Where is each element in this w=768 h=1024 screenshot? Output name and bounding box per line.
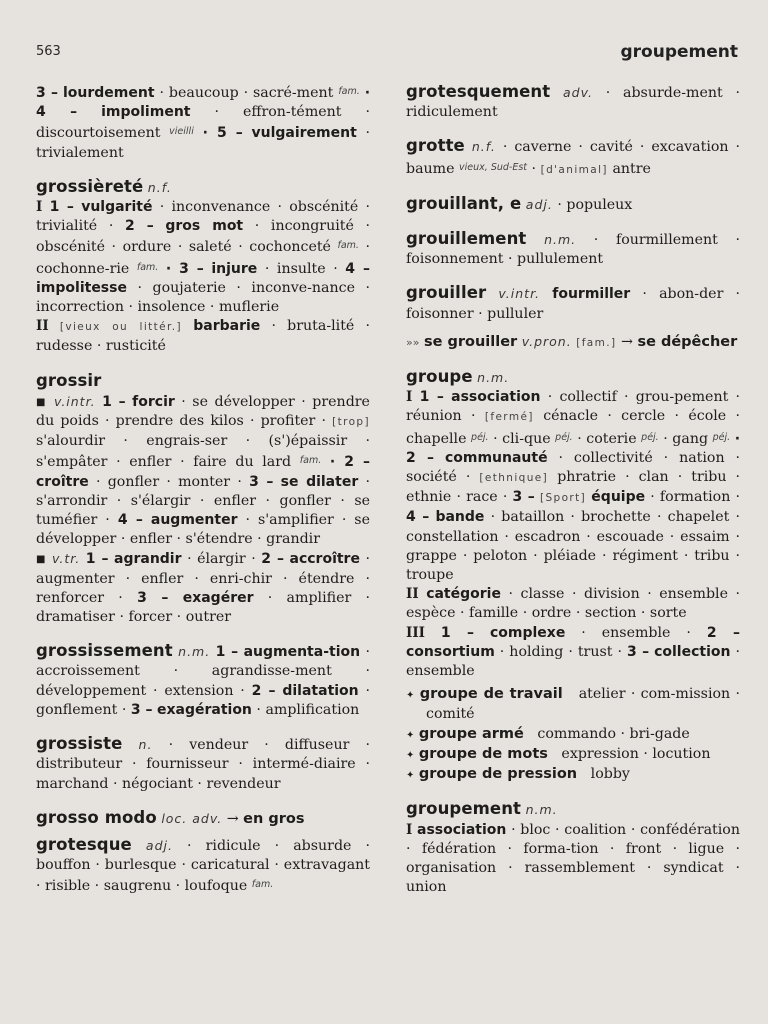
diamond-bullet-icon: ✦ (406, 749, 415, 761)
keyword: croître (36, 473, 89, 490)
locution-term: groupe de travail (419, 686, 563, 703)
keyword: vulgairement (251, 125, 357, 142)
sense-number: 4 – (117, 512, 143, 529)
register-label: [ethnique] (479, 472, 549, 485)
synonyms: · bruta-lité · rudesse · rusticité (36, 318, 371, 355)
sense-number: · 2 – (406, 430, 741, 466)
headword: grouiller (406, 283, 487, 303)
square-bullet-icon: ■ (36, 554, 47, 566)
headword: grouillant, e (406, 193, 522, 213)
locution-term: groupe de mots (418, 745, 548, 762)
sense-number: 2 – (261, 551, 284, 568)
running-head: groupement (620, 42, 738, 62)
headword: grotesquement (406, 82, 551, 101)
entry-grosso-modo (36, 808, 370, 829)
entry-lourdement-continuation (36, 82, 370, 163)
locution-item (406, 745, 740, 765)
sense-number: 1 – (85, 551, 109, 568)
locution-item (406, 685, 740, 724)
sense-number: 2 – (706, 624, 740, 641)
synonyms: · cochonne-rie (36, 239, 371, 277)
headword: grouillement (406, 229, 527, 249)
keyword: association (451, 389, 541, 406)
roman-numeral: I (406, 389, 413, 406)
synonyms: · s'arrondir · s'élargir · enfler · gonfler · se tuméfier · (36, 473, 370, 529)
keyword: forcir (132, 393, 175, 410)
keyword: consortium (406, 643, 495, 660)
entry-grossissement (36, 641, 370, 720)
keyword: vulgarité (81, 199, 153, 216)
page-number: 563 (36, 44, 61, 59)
locution-term: groupe armé (418, 725, 524, 742)
sense-number: 4 – (345, 260, 370, 277)
sense-number: 1 – (419, 389, 444, 406)
keyword: injure (211, 260, 258, 277)
locution-item (406, 725, 740, 745)
synonyms: · bloc · coalition · confédération · fédération · forma-tion · front · ligue · organisation · rassemblement · syndicat · union (406, 821, 740, 896)
headword: grossir (36, 370, 102, 390)
synonyms: · ridicule · absurde · bouffon · burlesque · caricatural · extravagant · risible · saugrenu · loufoque (36, 837, 371, 895)
grammar-label: n.m. (477, 370, 510, 386)
grammar-label: loc. adv. (161, 810, 223, 826)
usage-label: péj. (641, 431, 659, 443)
register-label: [trop] (332, 416, 370, 429)
synonyms: · amplifier · dramatiser · forcer · outrer (36, 589, 371, 626)
sense-number: 3 – (130, 701, 153, 718)
diamond-bullet-icon: ✦ (406, 690, 415, 702)
synonyms: · formation · (650, 489, 740, 506)
square-bullet-icon: ■ (36, 396, 48, 408)
grammar-label: n.m. (525, 802, 558, 818)
locution-item (406, 765, 740, 785)
keyword: augmenta-tion (243, 644, 361, 661)
keyword: communauté (444, 449, 548, 466)
entry-grossiste (36, 734, 370, 794)
entry-grouillement (406, 229, 740, 269)
grammar-label: v.pron. (521, 333, 572, 349)
usage-label: fam. (251, 879, 274, 891)
sense-number: 4 – (406, 509, 430, 526)
synonyms: · gang (663, 430, 709, 447)
keyword: association (417, 821, 507, 838)
keyword: impolitesse (36, 279, 127, 296)
usage-label: fam. (338, 86, 360, 97)
roman-numeral: II (36, 318, 49, 335)
usage-label: péj. (712, 431, 731, 443)
cross-reference: se dépêcher (637, 333, 738, 350)
sense-number: 3 – (137, 589, 169, 606)
keyword: catégorie (426, 586, 501, 603)
keyword: accroître (289, 551, 360, 568)
sense-number: 3 – (36, 85, 59, 101)
left-column (36, 82, 370, 911)
grammar-label: n.m. (178, 644, 211, 660)
headword: groupe (406, 367, 473, 387)
keyword: exagérer (182, 589, 254, 606)
grammar-label: v.tr. (52, 551, 81, 567)
usage-label: péj. (555, 431, 573, 443)
synonyms: · bataillon · brochette · chapelet · constellation · escadron · escouade · essaim · grappe · peloton · pléiade · régiment · tribu · troupe (406, 509, 740, 584)
arrow-icon: → (226, 810, 239, 827)
keyword: lourdement (62, 85, 155, 101)
entry-grotesquement (406, 82, 740, 122)
synonyms: · ensemble · (581, 624, 691, 641)
synonyms: antre (612, 160, 651, 177)
synonyms: · collectif · grou-pement · réunion · (406, 389, 741, 425)
grammar-label: v.intr. (498, 286, 541, 302)
roman-numeral: I (406, 821, 413, 838)
grammar-label: v.intr. (53, 393, 96, 409)
register-label: [fam.] (576, 336, 617, 349)
synonyms: · holding · trust · (499, 643, 622, 660)
sense-number: 1 – (102, 393, 126, 410)
grammar-label: n. (138, 737, 153, 753)
sense-number: 1 – (440, 624, 474, 641)
keyword: complexe (489, 624, 566, 641)
register-label: [fermé] (484, 411, 534, 424)
register-label: [vieux ou littér.] (59, 321, 183, 334)
synonyms: · amplification (256, 701, 360, 718)
usage-label: vieilli (169, 126, 194, 138)
synonyms: · ensemble (406, 643, 740, 680)
entry-grotte (406, 136, 740, 179)
sense-number: 3 – (626, 643, 650, 660)
locution-term: groupe de pression (418, 766, 578, 783)
synonyms: · coterie (577, 430, 637, 447)
keyword: fourmiller (552, 286, 631, 303)
grammar-label: adj. (525, 196, 553, 212)
locution-synonyms: expression · locution (561, 745, 711, 762)
headword: groupement (406, 799, 522, 819)
locution-synonyms: atelier · com-mission · comité (426, 686, 740, 723)
usage-label: fam. (337, 240, 359, 252)
grammar-label: adj. (145, 837, 173, 853)
diamond-bullet-icon: ✦ (406, 770, 415, 782)
synonyms: · absurde-ment · ridiculement (406, 85, 740, 121)
sense-number: 3 – (512, 489, 535, 506)
synonyms: · goujaterie · inconve-nance · incorrection · insolence · muflerie (36, 279, 370, 316)
synonyms: · augmenter · enfler · enri-chir · étendre · renforcer · (36, 551, 371, 606)
keyword: dilatation (282, 682, 359, 699)
sense-number: 3 – (249, 473, 274, 490)
grammar-label: n.m. (544, 232, 577, 248)
keyword: impoliment (101, 104, 191, 121)
usage-label: vieux, Sud-Est (459, 161, 528, 173)
diamond-bullet-icon: ✦ (406, 729, 415, 741)
synonyms: · fourmillement · foisonnement · pullulement (406, 232, 741, 268)
usage-label: péj. (471, 431, 489, 443)
synonyms: · populeux (557, 196, 633, 213)
separator: · (531, 160, 537, 177)
sense-number: 1 – (215, 644, 239, 661)
synonyms: · classe · division · ensemble · espèce · famille · ordre · section · sorte (406, 586, 741, 622)
cross-reference: en gros (243, 810, 305, 827)
synonyms: · inconvenance · obscénité · trivialité · (36, 199, 371, 235)
sense-number: 1 – (49, 199, 74, 216)
synonyms: s'alourdir · engrais-ser · (s')épaissir · s'empâter · enfler · faire du lard (36, 433, 370, 471)
keyword: augmenter (150, 512, 238, 529)
roman-numeral: I (36, 199, 43, 216)
synonyms: · collectivité · nation · société · (406, 449, 740, 486)
synonyms: · gonflement · (36, 682, 370, 718)
synonyms: · insulte · (264, 260, 338, 277)
sense-number: · 4 – (36, 85, 371, 121)
register-label: [d'animal] (540, 163, 608, 176)
entry-grotesque (36, 835, 370, 897)
entry-groupe (406, 367, 740, 785)
synonyms: · abon-der · foisonner · pulluler (406, 286, 741, 322)
usage-label: fam. (136, 261, 159, 273)
synonyms: cénacle · cercle · école · chapelle (406, 408, 741, 447)
subentry: se grouiller (423, 333, 518, 350)
sense-number: 2 – (124, 218, 154, 235)
grammar-label: n.f. (147, 179, 172, 195)
entry-grossir (36, 371, 370, 628)
keyword: collection (654, 643, 731, 660)
headword: grotte (406, 136, 465, 156)
keyword: gros mot (165, 218, 244, 235)
register-label: [Sport] (539, 492, 587, 505)
keyword: barbarie (193, 318, 261, 335)
sense-number: · 5 – (202, 125, 243, 142)
grammar-label: n.f. (471, 139, 496, 155)
keyword: se dilater (280, 473, 359, 490)
double-arrow-icon: »» (406, 335, 420, 349)
locutions-list (406, 685, 740, 785)
synonyms: · se développer · prendre du poids · prendre des kilos · profiter · (36, 393, 370, 430)
entry-grouillant (406, 194, 740, 215)
synonyms: phratrie · clan · tribu · ethnie · race · (406, 469, 741, 506)
roman-numeral: II (406, 586, 419, 603)
synonyms: · trivialement (36, 125, 371, 161)
grammar-label: adv. (563, 85, 593, 100)
synonyms: · élargir · (187, 551, 256, 568)
headword: grossiste (36, 734, 123, 754)
keyword: équipe (591, 489, 646, 506)
roman-numeral: III (406, 624, 425, 641)
keyword: exagération (156, 701, 252, 718)
entry-grouiller (406, 283, 740, 353)
synonyms: · s'amplifier · se développer · enfler · s'étendre · grandir (36, 512, 370, 548)
synonyms: · incongruité · obscénité · ordure · saleté · cochonceté (36, 218, 370, 256)
entry-grossierete (36, 177, 370, 357)
locution-synonyms: commando · bri-gade (537, 725, 690, 742)
sense-number: · 3 – (165, 260, 204, 277)
synonyms: · gonfler · monter · (95, 473, 242, 490)
synonyms: · caverne · cavité · excavation · baume (406, 139, 741, 177)
entry-groupement (406, 799, 740, 897)
synonyms: · effron-tément · discourtoisement (36, 104, 371, 142)
synonyms: · vendeur · diffuseur · distributeur · fournisseur · intermé-diaire · marchand · négociant · revendeur (36, 737, 371, 792)
headword: grotesque (36, 834, 132, 854)
synonyms: · accroissement · agrandisse-ment · développement · extension · (36, 644, 371, 699)
headword: grosso modo (36, 807, 157, 827)
synonyms: · cli-que (493, 430, 551, 447)
headword: grossissement (36, 641, 173, 661)
locution-synonyms: lobby (590, 766, 630, 783)
keyword: agrandir (114, 551, 182, 568)
sense-number: · 2 – (329, 454, 371, 471)
right-column (406, 82, 740, 911)
keyword: bande (435, 509, 485, 526)
synonyms: · beaucoup · sacré-ment (159, 85, 334, 101)
arrow-icon: → (621, 333, 633, 350)
headword: grossièreté (36, 176, 144, 196)
sense-number: 2 – (251, 682, 276, 699)
usage-label: fam. (299, 455, 322, 467)
